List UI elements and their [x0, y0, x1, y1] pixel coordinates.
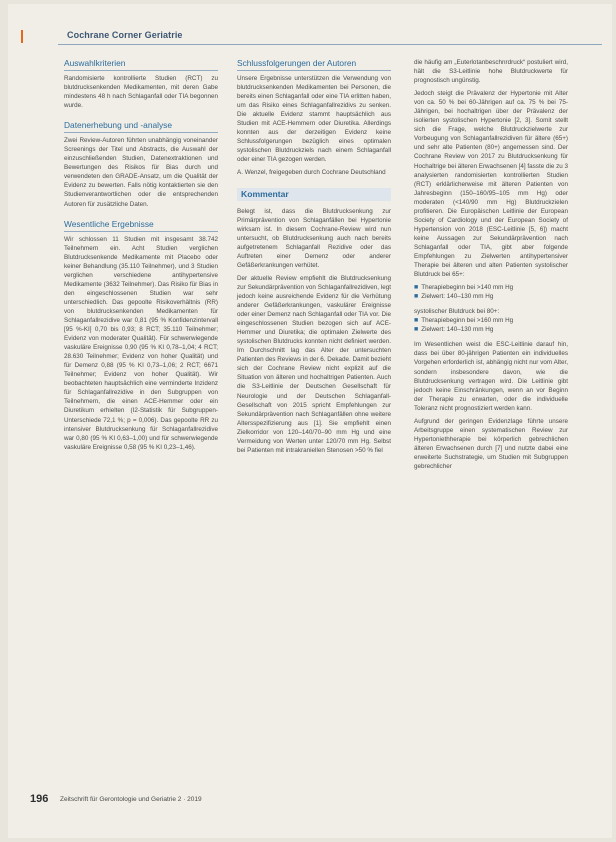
- paragraph: Randomisierte kontrollierte Studien (RCT) zu blutdrucksenkenden Medikamenten, mit deren Gabe mindestens 48 h nach Schlaganfall oder TIA begonnen wurde.: [64, 75, 218, 110]
- bullet-icon: ■: [414, 293, 419, 301]
- page-number: 196: [30, 793, 49, 805]
- paragraph: Belegt ist, dass die Blutdrucksenkung zur Primärprävention von Schlaganfällen bei Hypertonie wirksam ist. In diesem Cochrane-Review wird nun untersucht, ob Blutdrucksenkung auch nach bereits aufgetretenem Schlaganfall Rezidive oder das Auftreten einer Demenz oder anderer Gefäßerkrankungen verhütet.: [237, 207, 391, 269]
- heading-auswahlkriterien: Auswahlkriterien: [64, 58, 218, 71]
- header-accent-bar: [21, 30, 23, 43]
- journal-citation: Zeitschrift für Gerontologie und Geriatrie 2 · 2019: [60, 796, 202, 803]
- paragraph: Wir schlossen 11 Studien mit insgesamt 38.742 Teilnehmern ein. Acht Studien verglichen Blutdrucksenkende Medikamente mit Placebo oder keiner Behandlung (35.110 Teilnehmer), und 3 Studien verglichen verschiedene antihypertensive Medikamente (3632 Teilnehmer). Das Risiko für Bias in den eingeschlossenen Studien war sehr unterschiedlich. Das gepoolte Risikoverhältnis (RR) von blutdrucksenkenden Medikamenten für Schlaganfallrezidive war 0,81 (95 % Konfidenzintervall [95 %-KI] 0,70 bis 0,93; 8 RCT; 35.110 Teilnehmer; Evidenz von moderater Qualität). Für schwerwiegende vaskuläre Ereignisse 0,90 (95 % KI 0,78–1,04; 4 RCT; 28.630 Teilnehmer; Evidenz von hoher Qualität) und für Demenz 0,88 (95 % KI 0,73–1,06; 2 RCT; 6671 Teilnehmer; Evidenz von hoher Qualität). Wir beobachteten hauptsächlich eine verminderte Inzidenz für Schlaganfallrezidive in den Subgruppen von Teilnehmern, die einen ACE-Hemmer oder ein Diuretikum erhielten (I2-Statistik für Subgruppen-Unterschiede 72,1 %; p = 0,006). Das gepoolte RR zu intensiver Blutdrucksenkung für Schlaganfallrezidive war 0,80 (95 % KI 0,63–1,00) und für schwerwiegende vaskuläre Ereignisse 0,58 (95 % KI 0,23–1,46).: [64, 235, 218, 451]
- paragraph: Im Wesentlichen weist die ESC-Leitlinie darauf hin, dass bei über 80-jährigen Patienten ein individuelles Vorgehen erforderlich ist, abhängig nicht nur vom Alter, sondern insbesondere davon, wie die Blutdrucksenkung vertragen wird. Die Leitlinie gibt jedoch keine Einschränkungen, wenn an vor Beginn der Therapie zu erwarten, oder die individuelle Toleranz nicht prognostiziert werden kann.: [414, 341, 568, 412]
- list-item-text: Zielwert: 140–130 mm Hg: [421, 326, 494, 334]
- list-item-text: Therapiebeginn bei >140 mm Hg: [421, 284, 514, 292]
- list-item: [414, 325, 568, 334]
- heading-schlussfolgerungen: Schlussfolgerungen der Autoren: [237, 58, 391, 71]
- paragraph: Aufgrund der geringen Evidenzlage führte unsere Arbeitsgruppe einen systematischen Review zur Hypertoniethherapie bei körperlich gebrechlichen älteren Erwachsenen durch [7] und nutzte dabei eine erweiterte Suchstrategie, um Studien mit Subgruppen gebrechlicher: [414, 417, 568, 470]
- author-note: A. Wenzel, freigegeben durch Cochrane Deutschland: [237, 169, 386, 177]
- paragraph: Unsere Ergebnisse unterstützen die Verwendung von blutdrucksenkenden Medikamenten bei Personen, die bereits einen Schlaganfall oder eine TIA erlitten haben, um das Risiko eines Schlaganfallrezidivs zu senken. Die aktuelle Evidenz stammt hauptsächlich aus Studien mit ACE-Hemmern oder Diuretika. Allerdings konnten aus der derzeitigen Evidenz keine Schlussfolgerungen bezüglich eines optimalen systolischen Blutdruckziels nach einem Schlaganfall oder einer TIA gezogen werden.: [237, 75, 391, 164]
- paragraph: Jedoch steigt die Prävalenz der Hypertonie mit Alter von ca. 50 % bei 60-Jährigen auf ca. 75 % bei 75-Jährigen, bei hochaltrigen über der Prävalenz der isolierten systolischen Hypertonie [2, 3]. Somit stellt sich die Frage, welche Blutdruckzielwerte zur Vorbeugung von Schlaganfallrezidiven für ältere (65+) und sehr alte Patienten (80+) angemessen sind. Der Cochrane Review von 2017 zu Blutdrucksenkung für Hochaltrige bei älteren Erwachsenen [4] fasste die zu 3 analysierten randomisierten kontrollierten Studien (RCT) erklärlicherweise mit älteren Patienten von Jahresbeginn (150–160/95–105 mm Hg) oder moderaten (<140/90 mm Hg) Blutdruckzielen profitieren. Die Europäischen Leitlinie der European Society of Cardiology und der European Society of Hypertension von 2018 (ESC-Leitlinie [5, 6]) macht keine Aussagen zur Sekundärprävention nach Schlaganfall oder TIA, gibt aber folgende Empfehlungen zu Zielwerten antihypertensiver Therapie bei älteren und alten Patienten systolischer Blutdruck bei 65+:: [414, 90, 569, 279]
- kommentar-heading: Kommentar: [237, 188, 391, 201]
- header-title: Cochrane Corner Geriatrie: [67, 30, 183, 40]
- list-item: [414, 292, 568, 301]
- column-2: [237, 58, 391, 465]
- list-item: [414, 283, 568, 292]
- list-item-text: Therapiebeginn bei >160 mm Hg: [421, 317, 514, 325]
- list-item: [414, 316, 568, 325]
- bullet-icon: ■: [414, 317, 419, 325]
- paragraph: die häufig am „Euterlotanbeschnrdruck“ postuliert wird, hält die S3-Leitlinie hohe Blutdruckwerte für prognostisch ungünstig.: [414, 59, 568, 85]
- heading-ergebnisse: Wesentliche Ergebnisse: [64, 219, 218, 232]
- bullet-icon: ■: [414, 326, 419, 334]
- paragraph: systolischer Blutdruck bei 80+:: [414, 308, 500, 316]
- paragraph: Zwei Review-Autoren führten unabhängig voneinander Screenings der Titel und Abstracts, die Auswahl der einzuschließenden Studien, Datenextraktionen und Bewertungen des Risikos für Bias durch und verwendeten den GRADE-Ansatz, um die Qualität der Evidenz zu bewerten. Falls nötig kontaktierten sie den Studienverantwortlichen oder die entsprechenden Autoren für zusätzliche Daten.: [64, 137, 218, 208]
- paragraph: Der aktuelle Review empfiehlt die Blutdrucksenkung zur Sekundärprävention von Schlaganfallrezidiven, legt jedoch keine ausreichende Evidenz für die Verhütung anderer Gefäßerkrankungen, vaskulärer Ereignisse oder einer Demenz nach Schlaganfall oder TIA vor. Die eingeschlossenen Studien bezogen sich auf ACE-Hemmer und Diuretika; die optimalen Zielwerte des systolischen Blutdrucks konnten nicht definiert werden. Im Durchschnitt lag das Alter der untersuchten Patienten des Reviews in der 6. Dekade. Damit bezieht sich der Cochrane Review nicht explizit auf die Situation von älteren und hochaltrigen Patienten. Auch die S3-Leitlinie der Deutschen Gesellschaft für Neurologie und der Deutschen Schlaganfall-Gesellschaft von 2015 spricht Empfehlungen zur Sekundärprävention nach Schlaganfällen ohne weitere Altersspezifizierung aus [1]. Sie empfiehlt einen Zielkorridor von 120–140/70–90 mm Hg und eine Vermeidung von Werten unter 120/70 mm Hg. Selbst bei Patienten mit intrakraniellen Stenosen >50 % fiel: [237, 274, 392, 454]
- list-item-text: Zielwert: 140–130 mm Hg: [421, 293, 494, 301]
- column-1: [64, 58, 218, 462]
- heading-datenerhebung: Datenerhebung und -analyse: [64, 120, 218, 133]
- column-3: [414, 58, 568, 481]
- page-footer: [30, 793, 590, 807]
- page-header: [58, 30, 602, 45]
- bullet-icon: ■: [414, 284, 419, 292]
